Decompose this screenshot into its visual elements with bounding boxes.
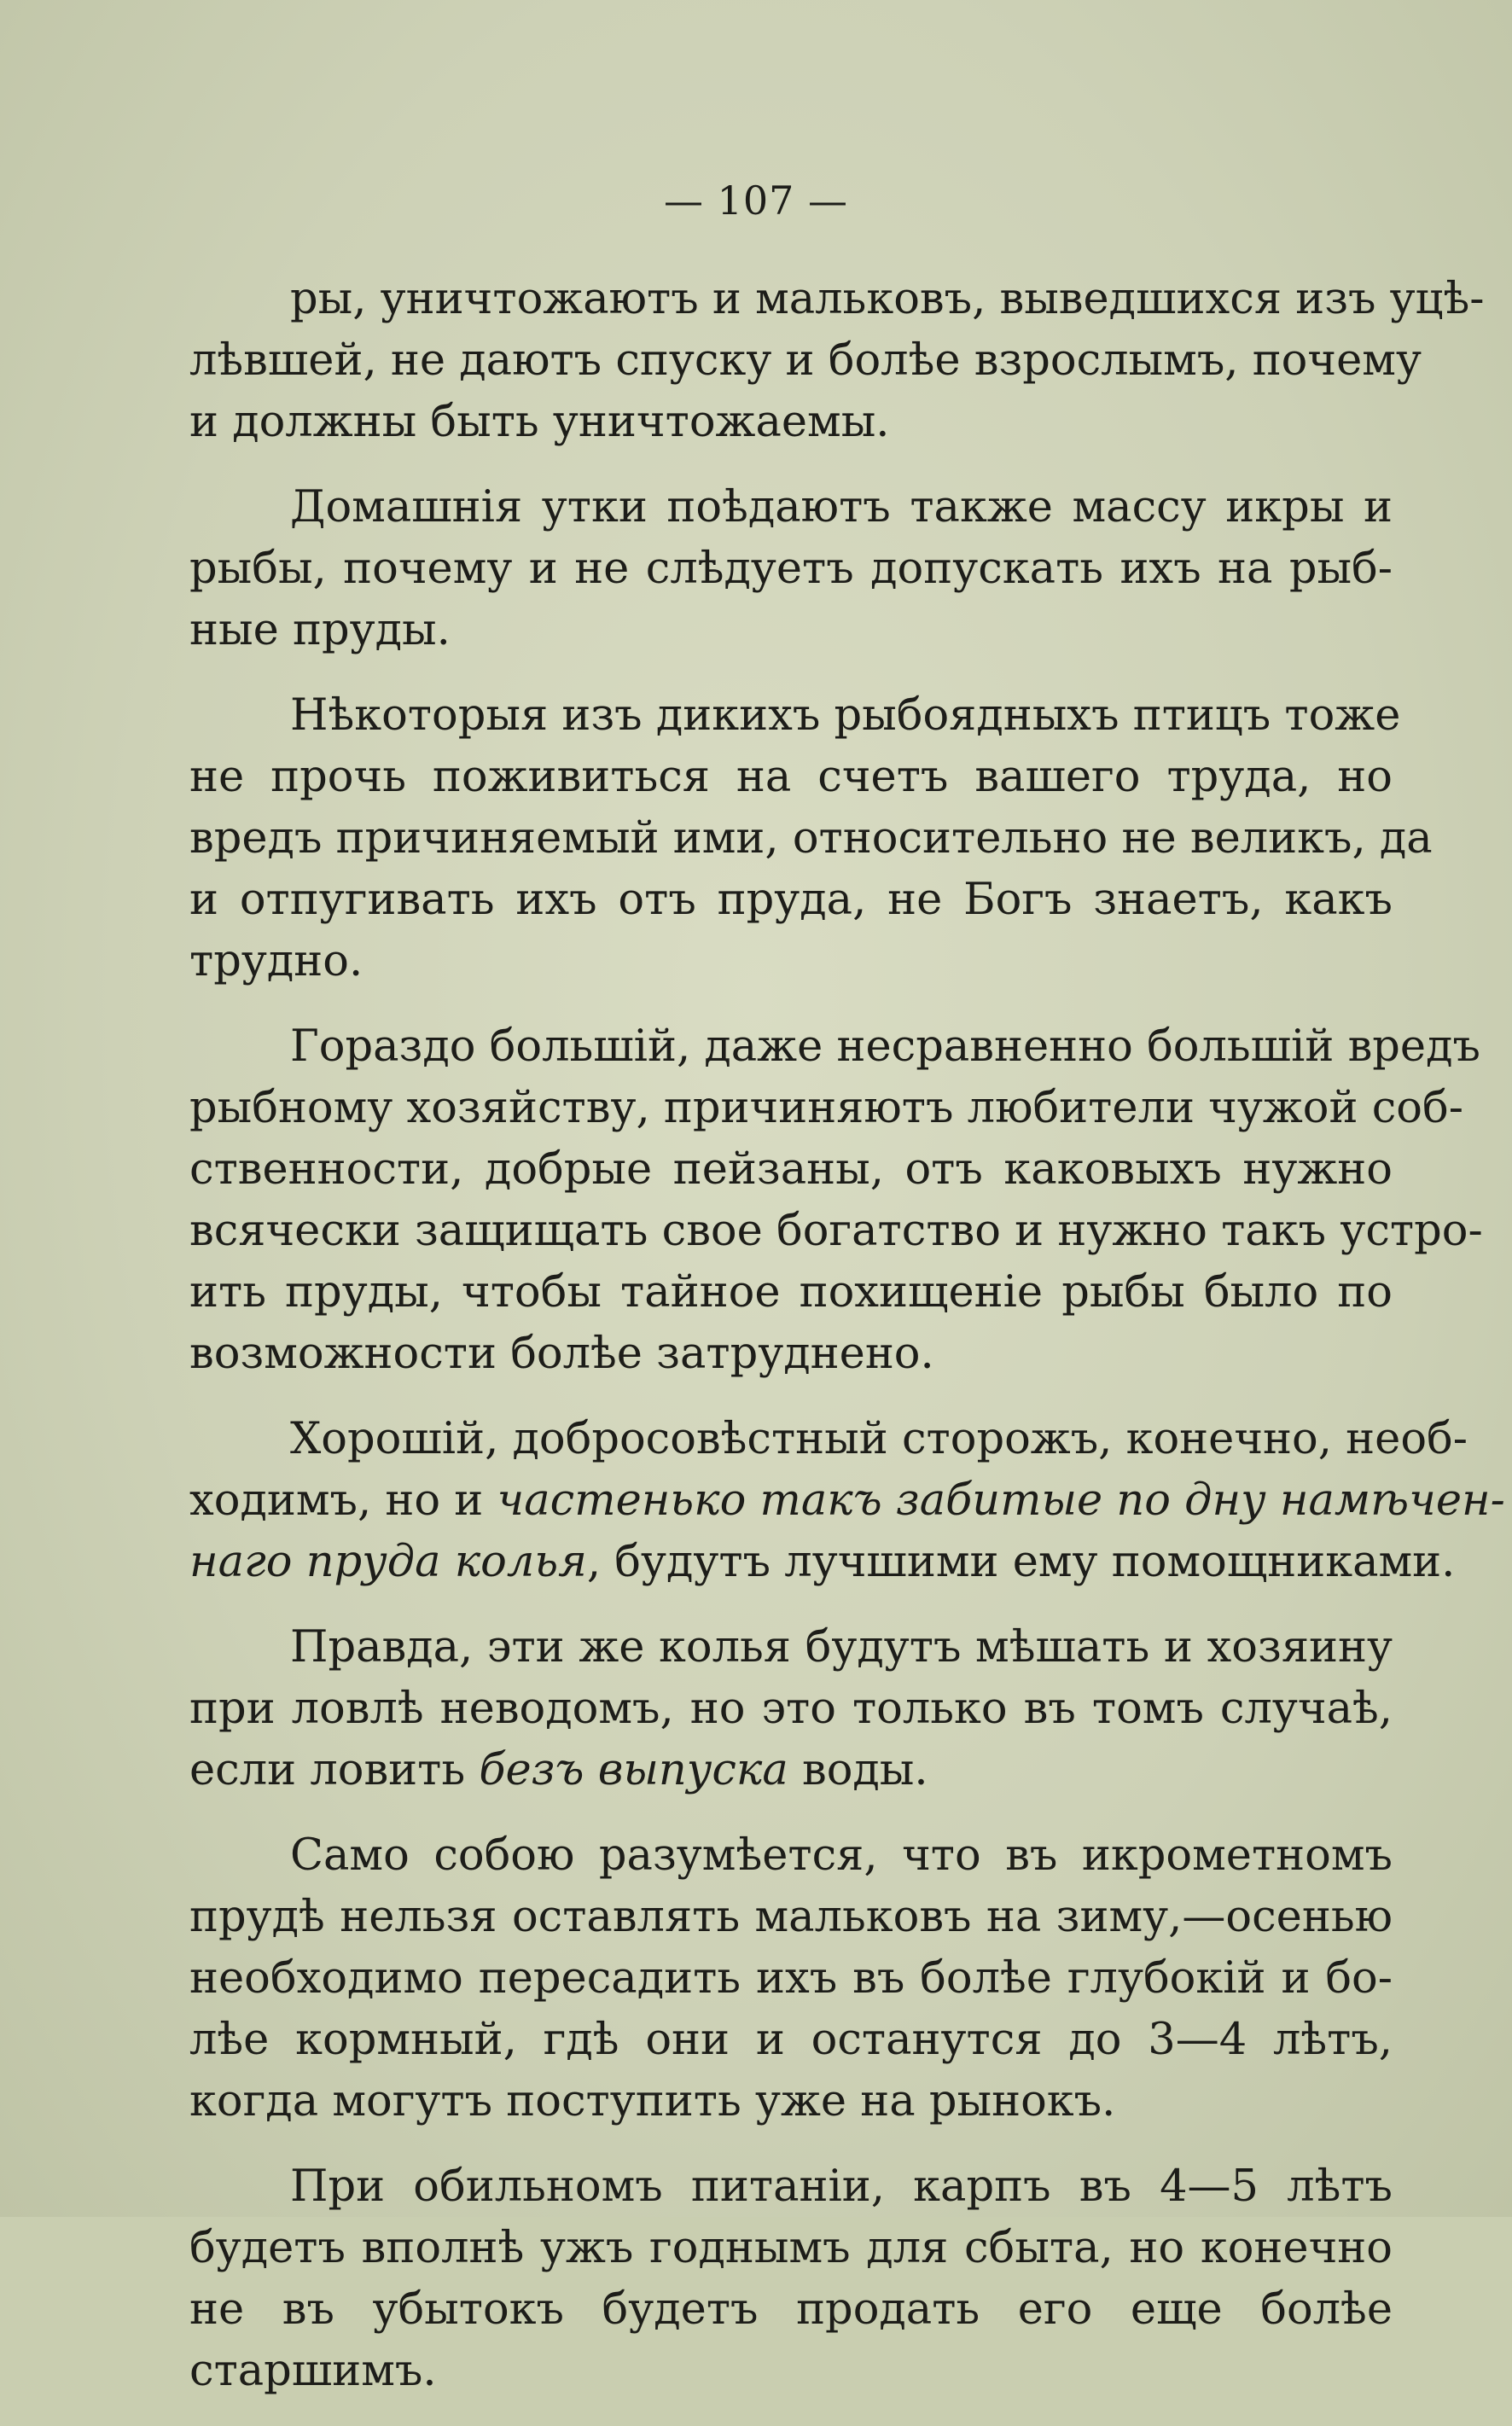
text-line: [189, 2156, 1393, 2218]
text-line: [189, 1617, 1393, 1678]
text-segment: вредъ причиняемый ими, относительно не великъ, да: [189, 813, 1433, 864]
paragraph: [189, 477, 1393, 661]
text-segment: будетъ вполнѣ ужъ годнымъ для сбыта, но конечно: [189, 2223, 1393, 2273]
text-segment: когда могутъ поступить уже на рынокъ.: [189, 2076, 1116, 2126]
text-line: [189, 931, 1393, 992]
text-line: [189, 600, 1393, 661]
text-line: [189, 2010, 1393, 2071]
text-segment: рыбному хозяйству, причиняютъ любители чужой соб-: [189, 1083, 1463, 1133]
text-segment: необходимо пересадить ихъ въ болѣе глубокій и бо-: [189, 1953, 1393, 2004]
text-segment: не прочь поживиться на счетъ вашего труда, но: [189, 752, 1393, 802]
text-line: [189, 808, 1433, 870]
text-segment: лѣвшей, не даютъ спуску и болѣе взрослымъ, почему: [189, 335, 1422, 386]
text-line: [189, 330, 1422, 392]
text-line: [189, 1825, 1393, 1887]
text-segment: , будутъ лучшими ему помощниками.: [586, 1537, 1456, 1587]
text-line: [189, 870, 1393, 931]
text-segment: Само собою разумѣется, что въ икрометномъ: [290, 1830, 1393, 1881]
text-segment: Хорошій, добросовѣстный сторожъ, конечно, необ-: [290, 1414, 1468, 1464]
paragraph: [189, 269, 1485, 453]
italic-text: безъ выпуска: [479, 1745, 788, 1795]
text-segment: ры, уничтожаютъ и мальковъ, выведшихся изъ уцѣ-: [290, 274, 1485, 324]
text-segment: ственности, добрые пейзаны, отъ каковыхъ нужно: [189, 1144, 1393, 1195]
text-line: [189, 538, 1393, 600]
text-segment: Правда, эти же колья будутъ мѣшать и хозяину: [290, 1622, 1393, 1673]
text-line: [189, 1678, 1393, 1740]
text-line: [189, 685, 1401, 747]
body-text: [189, 269, 1505, 2426]
text-segment: если ловить: [189, 1745, 480, 1795]
text-segment: всячески защищать свое богатство и нужно такъ устро-: [189, 1206, 1483, 1256]
text-line: [189, 1324, 1393, 1385]
text-line: [189, 1887, 1393, 1948]
paragraph: [189, 1617, 1393, 1801]
text-segment: Гораздо большій, даже несравненно большій вредъ: [290, 1021, 1480, 1072]
text-segment: не въ убытокъ будетъ продать его еще болѣе: [189, 2284, 1393, 2335]
text-line: [189, 2341, 1393, 2402]
text-segment: Домашнія утки поѣдаютъ также массу икры и: [290, 482, 1393, 532]
text-line: [189, 1262, 1393, 1324]
text-line: [189, 1201, 1483, 1262]
text-line: [189, 1948, 1393, 2010]
text-segment: воды.: [788, 1745, 928, 1795]
text-line: [189, 477, 1393, 538]
text-segment: При обильномъ питаніи, карпъ въ 4—5 лѣтъ: [290, 2161, 1393, 2212]
text-line: [189, 1470, 1505, 1532]
text-segment: ные пруды.: [189, 605, 451, 655]
text-line: [189, 1078, 1463, 1139]
page-number: — 107 —: [663, 177, 849, 224]
text-line: [189, 2071, 1393, 2132]
text-segment: и отпугивать ихъ отъ пруда, не Богъ знаетъ, какъ: [189, 875, 1393, 925]
text-line: [189, 2279, 1393, 2341]
paragraph: [189, 1825, 1393, 2132]
text-segment: трудно.: [189, 936, 363, 986]
text-segment: старшимъ.: [189, 2346, 437, 2396]
paragraph: [189, 1016, 1483, 1385]
text-segment: ить пруды, чтобы тайное похищеніе рыбы было по: [189, 1267, 1393, 1318]
italic-text: наго пруда колья: [189, 1537, 587, 1587]
italic-text: частенько такъ забитые по дну намѣчен-: [497, 1475, 1505, 1526]
text-line: [189, 1532, 1456, 1593]
text-line: [189, 269, 1485, 330]
text-line: [189, 1139, 1393, 1201]
text-segment: и должны быть уничтожаемы.: [189, 397, 890, 447]
paragraph: [189, 1409, 1505, 1593]
text-segment: лѣе кормный, гдѣ они и останутся до 3—4 лѣтъ,: [189, 2015, 1393, 2065]
text-line: [189, 1409, 1468, 1470]
text-line: [189, 1740, 1393, 1801]
text-line: [189, 2218, 1393, 2279]
text-line: [189, 747, 1393, 808]
text-segment: Нѣкоторыя изъ дикихъ рыбоядныхъ птицъ тоже: [290, 690, 1401, 741]
paragraph: [189, 2156, 1393, 2402]
paragraph: [189, 685, 1433, 992]
text-segment: прудѣ нельзя оставлять мальковъ на зиму,—осенью: [189, 1892, 1393, 1942]
text-segment: возможности болѣе затруднено.: [189, 1329, 934, 1379]
text-segment: при ловлѣ неводомъ, но это только въ томъ случаѣ,: [189, 1684, 1393, 1734]
text-line: [189, 392, 1393, 453]
text-line: [189, 1016, 1480, 1078]
text-segment: ходимъ, но и: [189, 1475, 497, 1526]
text-segment: рыбы, почему и не слѣдуетъ допускать ихъ на рыб-: [189, 544, 1393, 594]
